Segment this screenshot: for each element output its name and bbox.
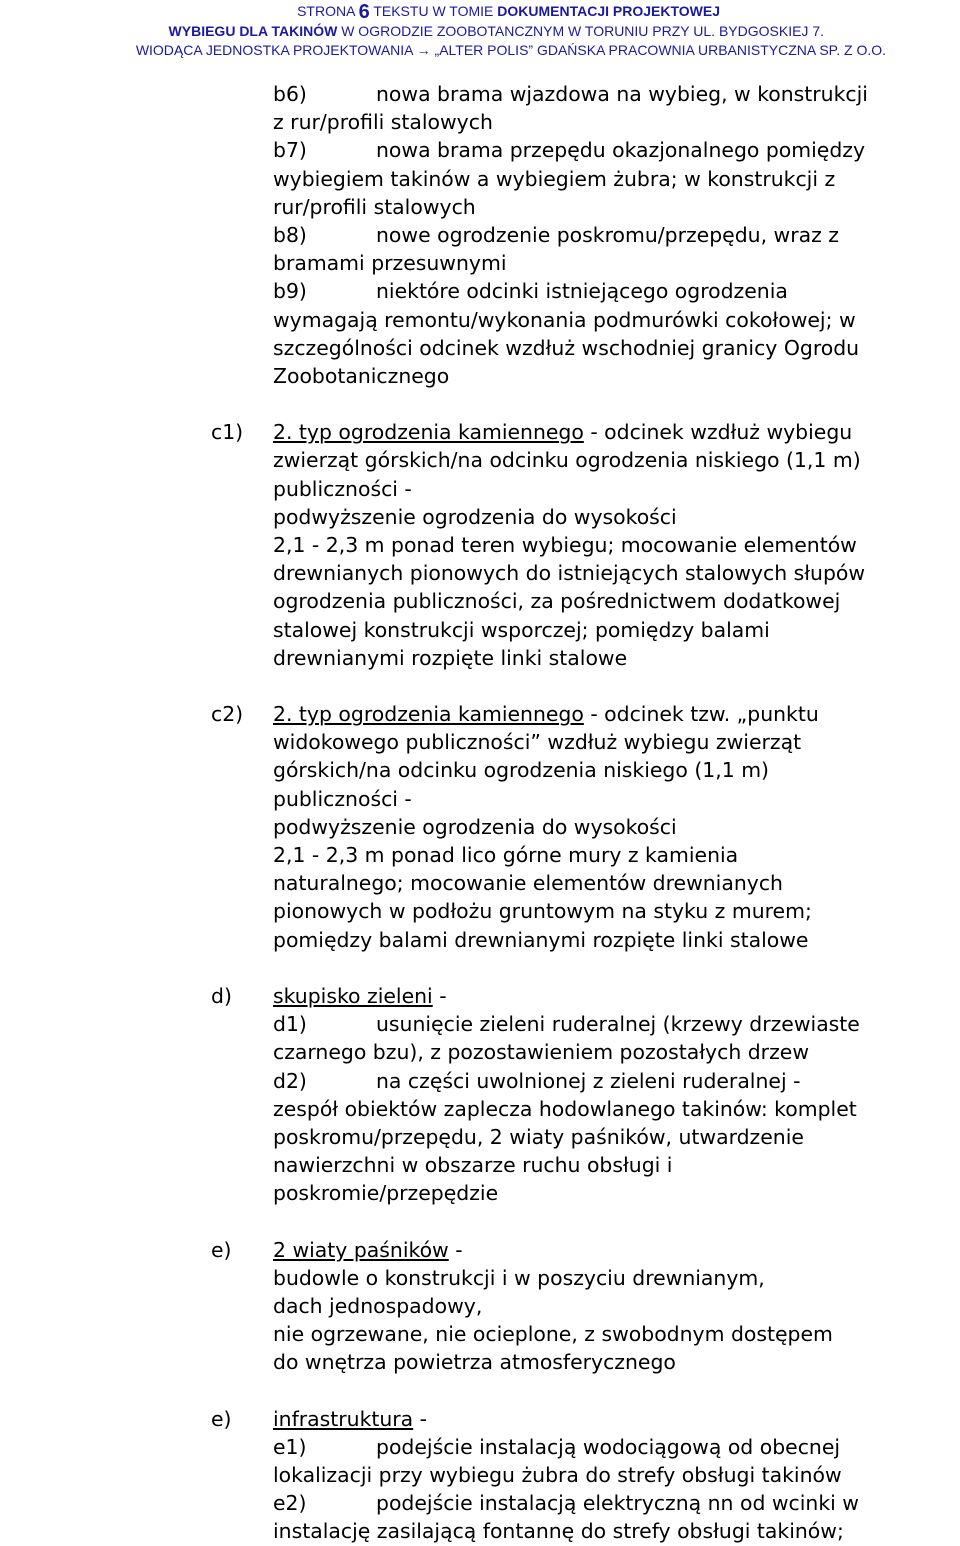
section-d [0, 982, 960, 1208]
header-text: TEKSTU W TOMIE [373, 3, 494, 19]
item-text: - [448, 1237, 463, 1262]
section-label: e) [211, 1406, 232, 1431]
item-label: d1) [273, 1012, 307, 1037]
item-text: podejście instalacją wodociągową od obecnej [376, 1434, 841, 1459]
item-text: nowa brama wjazdowa na wybieg, w konstrukcji [376, 82, 868, 106]
item-text: podwyższenie ogrodzenia do wysokości [273, 814, 677, 839]
item-text: górskich/na odcinku ogrodzenia niskiego (1,1 m) [273, 758, 770, 783]
section-c1 [0, 418, 960, 672]
section-e-infrastructure [0, 1405, 960, 1546]
item-text: Zoobotanicznego [273, 364, 450, 389]
item-label: b8) [273, 223, 307, 248]
header-line-2 [0, 22, 960, 41]
item-text: widokowego publiczności” wzdłuż wybiegu zwierząt [273, 730, 802, 755]
item-text: - odcinek wzdłuż wybiegu [583, 420, 853, 445]
item-text: stalowej konstrukcji wsporczej; pomiędzy balami [273, 617, 770, 642]
section-b [273, 80, 960, 390]
list-item-b8 [273, 221, 960, 249]
section-label: e) [211, 1237, 232, 1262]
document-body [0, 80, 960, 1546]
item-text: poskromie/przepędzie [273, 1181, 499, 1206]
list-item-b6 [273, 80, 960, 108]
section-c2 [0, 700, 960, 954]
item-text: z rur/profili stalowych [273, 110, 493, 135]
item-text: drewnianych pionowych do istniejących stalowych słupów [273, 561, 866, 586]
section-heading [273, 982, 960, 1010]
item-text: na części uwolnionej z zieleni ruderalnej - [376, 1068, 801, 1093]
underlined-term: 2. typ ogrodzenia kamiennego [273, 420, 584, 445]
item-text: drewnianymi rozpięte linki stalowe [273, 645, 628, 670]
item-text: dach jednospadowy, [273, 1293, 483, 1318]
item-label: b6) [273, 82, 307, 106]
item-label: b9) [273, 279, 307, 304]
item-text: publiczności - [273, 476, 412, 501]
item-label: b7) [273, 138, 307, 163]
item-text: niektóre odcinki istniejącego ogrodzenia [376, 279, 788, 304]
item-label: e1) [273, 1434, 307, 1459]
section-heading [273, 418, 960, 446]
item-text: czarnego bzu), z pozostawieniem pozostałych drzew [273, 1040, 809, 1065]
page-number: 6 [358, 1, 370, 23]
item-text: bramami przesuwnymi [273, 251, 507, 276]
item-text: rur/profili stalowych [273, 194, 476, 219]
item-text: - odcinek tzw. „punktu [583, 702, 819, 727]
list-item-b9 [273, 277, 960, 305]
header-project-location: W OGRODZIE ZOOBOTANCZNYM W TORUNIU PRZY UL. BYDGOSKIEJ 7. [341, 23, 824, 39]
header-line-3 [0, 41, 960, 60]
item-text: publiczności - [273, 786, 412, 811]
list-item-e2 [273, 1489, 960, 1517]
section-e-shelters [0, 1236, 960, 1377]
item-text: wybiegiem takinów a wybiegiem żubra; w konstrukcji z [273, 166, 836, 191]
item-text: szczególności odcinek wzdłuż wschodniej granicy Ogrodu [273, 335, 860, 360]
arrow-right-icon: → [416, 42, 431, 58]
item-text: nowe ogrodzenie poskromu/przepędu, wraz z [376, 223, 839, 248]
item-text: - [432, 983, 447, 1008]
section-label: c2) [211, 702, 244, 727]
list-item-b7 [273, 136, 960, 164]
item-text: nowa brama przepędu okazjonalnego pomiędzy [376, 138, 866, 163]
header-project-title: WYBIEGU DLA TAKINÓW [168, 23, 338, 39]
header-company: „ALTER POLIS” GDAŃSKA PRACOWNIA URBANISTYCZNA SP. Z O.O. [434, 42, 886, 58]
item-text: nawierzchni w obszarze ruchu obsługi i [273, 1153, 673, 1178]
header-line-1 [0, 2, 960, 22]
underlined-term: infrastruktura [273, 1406, 414, 1431]
item-text: pomiędzy balami drewnianymi rozpięte linki stalowe [273, 927, 809, 952]
item-text: pionowych w podłożu gruntowym na styku z murem; [273, 899, 812, 924]
section-heading [273, 1405, 960, 1433]
item-text: lokalizacji przy wybiegu żubra do strefy obsługi takinów [273, 1462, 842, 1487]
section-label: d) [211, 983, 232, 1008]
section-label: c1) [211, 420, 244, 445]
page-header [0, 2, 960, 60]
item-text: podejście instalacją elektryczną nn od wcinki w [376, 1491, 859, 1516]
item-label: d2) [273, 1068, 307, 1093]
item-label: e2) [273, 1491, 307, 1516]
item-text: naturalnego; mocowanie elementów drewnianych [273, 871, 783, 896]
list-item-d1 [273, 1010, 960, 1038]
item-text: zespół obiektów zaplecza hodowlanego takinów: komplet [273, 1096, 857, 1121]
item-text: zwierząt górskich/na odcinku ogrodzenia niskiego (1,1 m) [273, 448, 861, 473]
item-text: - [413, 1406, 428, 1431]
item-text: budowle o konstrukcji i w poszyciu drewnianym, [273, 1265, 765, 1290]
section-heading [273, 1236, 960, 1264]
item-text: instalację zasilającą fontannę do strefy obsługi takinów; [273, 1519, 844, 1544]
item-text: usunięcie zieleni ruderalnej (krzewy drzewiaste [376, 1012, 860, 1037]
item-text: do wnętrza powietrza atmosferycznego [273, 1350, 676, 1375]
item-text: nie ogrzewane, nie ocieplone, z swobodnym dostępem [273, 1322, 833, 1347]
header-page-prefix: STRONA [297, 3, 355, 19]
underlined-term: 2 wiaty paśników [273, 1237, 449, 1262]
underlined-term: 2. typ ogrodzenia kamiennego [273, 702, 584, 727]
item-text: podwyższenie ogrodzenia do wysokości [273, 504, 677, 529]
item-text: 2,1 - 2,3 m ponad lico górne mury z kamienia [273, 843, 739, 868]
header-lead-unit: WIODĄCA JEDNOSTKA PROJEKTOWANIA [135, 42, 413, 58]
item-text: poskromu/przepędu, 2 wiaty paśników, utwardzenie [273, 1124, 804, 1149]
item-text: ogrodzenia publiczności, za pośrednictwem dodatkowej [273, 589, 841, 614]
item-text: 2,1 - 2,3 m ponad teren wybiegu; mocowanie elementów [273, 533, 857, 558]
header-doc-title: DOKUMENTACJI PROJEKTOWEJ [497, 3, 720, 19]
item-text: wymagają remontu/wykonania podmurówki cokołowej; w [273, 307, 856, 332]
list-item-d2 [273, 1067, 960, 1095]
underlined-term: skupisko zieleni [273, 983, 433, 1008]
list-item-e1 [273, 1433, 960, 1461]
section-heading [273, 700, 960, 728]
